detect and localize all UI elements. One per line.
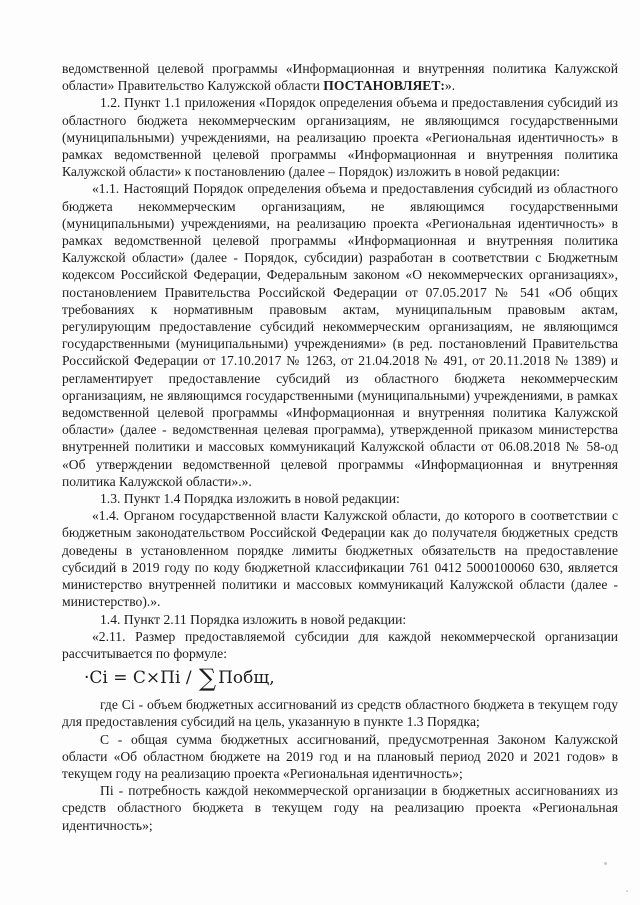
subsidy-formula [84, 664, 618, 693]
scan-speck [626, 890, 628, 892]
formula-lhs: ·Ci = C×Пi / [84, 668, 197, 689]
paragraph-1-4-new: «1.4. Органом государственной власти Калужской области, до которого в соответствии с бюджетным законодательством Российской Федерации как до получателя бюджетных средств доведены в установленном порядке лимиты бюджетных обязательств на предоставление субсидий в 2019 году по коду бюджетной классификации 761 0412 5000100060 630, является министерство внутренней политики и массовых коммуникаций Калужской области (далее - министерство).». [62, 508, 618, 610]
sum-symbol: ∑ [198, 664, 217, 693]
paragraph-1-2: 1.2. Пункт 1.1 приложения «Порядок определения объема и предоставления субсидий из областного бюджета некоммерческим организациям, не являющимся государственными (муниципальными) учреждениями, на реализацию проекта «Региональная идентичность» в рамках ведомственной целевой программы «Информационная и внутренняя политика Калужской области» к постановлению (далее – Порядок) изложить в новой редакции: [62, 95, 618, 180]
paragraph-1-3: 1.3. Пункт 1.4 Порядка изложить в новой редакции: [100, 491, 400, 507]
paragraph-1-1-new: «1.1. Настоящий Порядок определения объема и предоставления субсидий из областного бюджета некоммерческим организациям, не являющимся государственными (муниципальными) учреждениями, на реализацию проекта «Региональная идентичность» в рамках ведомственной целевой программы «Информационная и внутренняя политика Калужской области» (далее - Порядок, субсидии) разработан в соответствии с Бюджетным кодексом Российской Федерации, Федеральным законом «О некоммерческих организациях», постановлением Правительства Российской Федерации от 07.05.2017 № 541 «Об общих требованиях к нормативным правовым актам, муниципальным правовым актам, регулирующим предоставление субсидий некоммерческим организациям, не являющимся государственными (муниципальными) учреждениями» (в ред. постановлений Правительства Российской Федерации от 17.10.2017 № 1263, от 21.04.2018 № 491, от 20.11.2018 № 1389) и регламентирует предоставление субсидий из областного бюджета некоммерческим организациям, не являющимся государственными (муниципальными) учреждениями, в рамках ведомственной целевой программы «Информационная и внутренняя политика Калужской области» (далее - ведомственная целевая программа), утвержденной приказом министерства внутренней политики и массовых коммуникаций Калужской области от 06.08.2018 № 58-од «Об утверждении ведомственной целевой программы «Информационная и внутренняя политика Калужской области».». [62, 181, 618, 489]
paragraph-c-definition: С - общая сумма бюджетных ассигнований, предусмотренная Законом Калужской области «Об областном бюджете на 2019 год и на плановый период 2020 и 2021 годов» в текущем году на реализацию проекта «Региональная идентичность»; [62, 731, 618, 781]
paragraph-ci-definition: где Ci - объем бюджетных ассигнований из средств областного бюджета в текущем году для предоставления субсидий на цель, указанную в пункте 1.3 Порядка; [62, 697, 618, 730]
document-body [62, 60, 618, 834]
paragraph-intro [62, 60, 618, 94]
resolves-keyword: ПОСТАНОВЛЯЕТ: [323, 78, 445, 94]
formula-rhs: Побщ, [218, 668, 275, 689]
intro-tail: ». [444, 78, 456, 94]
paragraph-pi-definition: Пi - потребность каждой некоммерческой организации в бюджетных ассигнованиях из средств областного бюджета в текущем году на реализацию проекта «Региональная идентичность»; [62, 783, 618, 833]
intro-text: ведомственной целевой программы «Информационная и внутренняя политика Калужской области» Правительство Калужской области [62, 61, 618, 94]
paragraph-1-4: 1.4. Пункт 2.11 Порядка изложить в новой редакции: [100, 611, 407, 627]
paragraph-2-11-new: «2.11. Размер предоставляемой субсидии для каждой некоммерческой организации рассчитывается по формуле: [62, 628, 618, 661]
scan-speck [604, 862, 607, 865]
